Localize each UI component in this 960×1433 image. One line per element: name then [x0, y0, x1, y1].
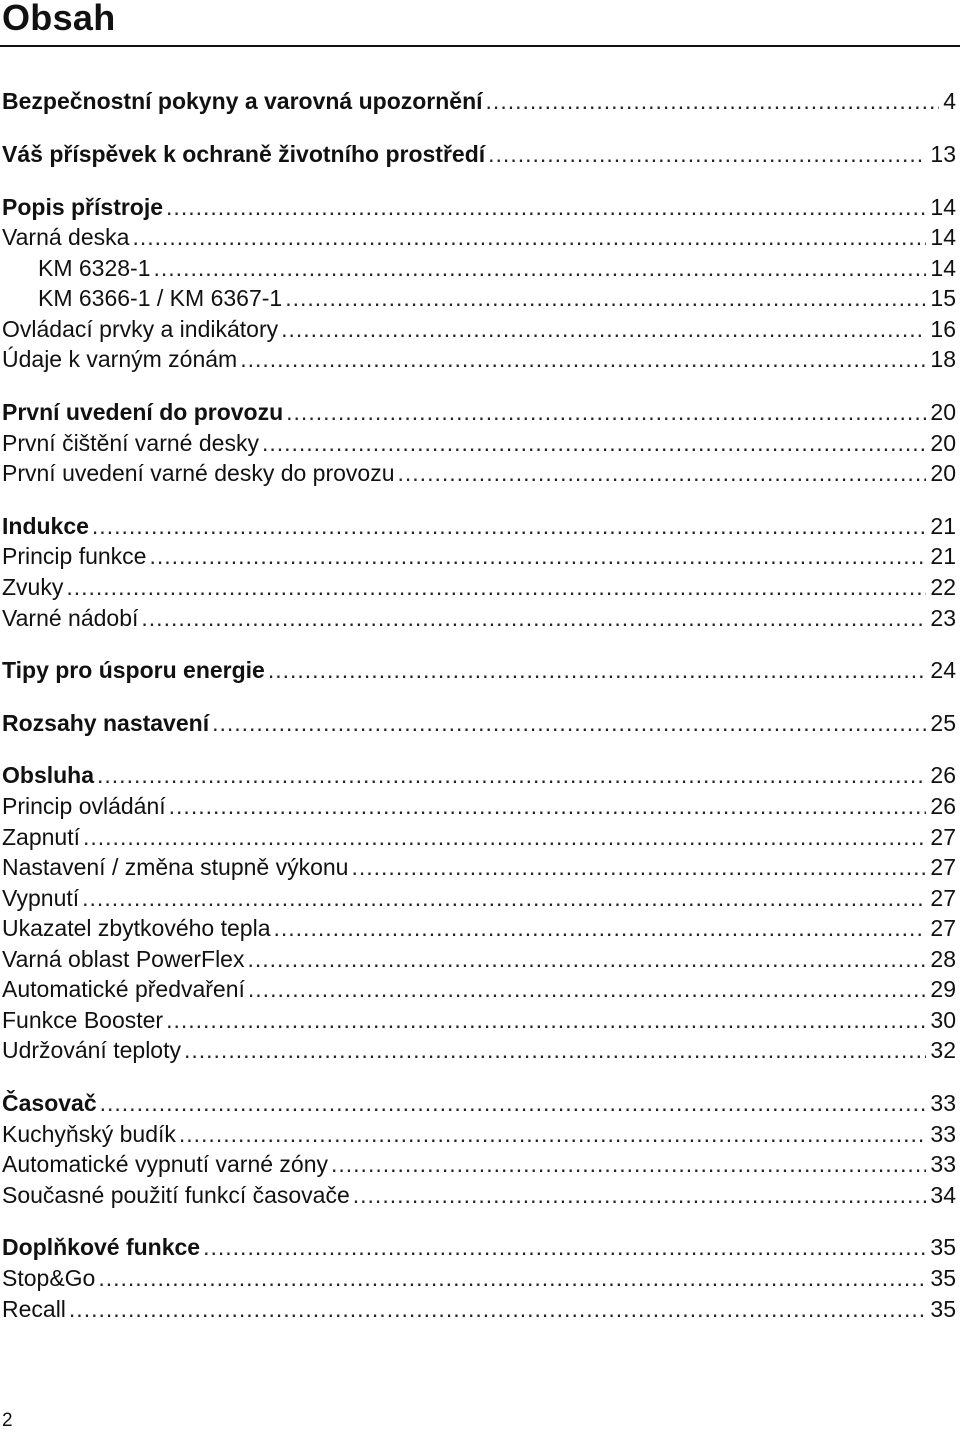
toc-entry[interactable]	[2, 1149, 956, 1179]
toc-entry-label: Varná oblast PowerFlex	[2, 946, 245, 972]
dot-leader	[331, 1149, 926, 1179]
toc-entry[interactable]	[2, 760, 956, 790]
page-title: Obsah	[2, 0, 116, 38]
toc-entry[interactable]	[2, 139, 956, 169]
toc-entry-page: 14	[930, 224, 956, 250]
toc-entry-label: První uvedení varné desky do provozu	[2, 460, 395, 486]
dot-leader	[82, 883, 926, 913]
toc-entry-page: 35	[930, 1296, 956, 1322]
toc-entry[interactable]	[2, 655, 956, 685]
toc-entry[interactable]	[2, 974, 956, 1004]
toc-entry[interactable]	[2, 428, 956, 458]
dot-leader	[240, 344, 926, 374]
toc-entry[interactable]	[2, 511, 956, 541]
toc-entry-label: Rozsahy nastavení	[2, 710, 210, 736]
dot-leader	[212, 708, 926, 738]
toc-entry-label: Doplňkové funkce	[2, 1234, 201, 1260]
toc-entry-page: 22	[930, 574, 956, 600]
toc-entry[interactable]	[2, 1232, 956, 1262]
toc-entry[interactable]	[2, 944, 956, 974]
toc-entry-page: 20	[930, 399, 956, 425]
toc-entry-page: 28	[930, 946, 956, 972]
toc-entry-label: KM 6328-1	[38, 255, 151, 281]
toc-entry[interactable]	[2, 1088, 956, 1118]
toc-entry-label: Funkce Booster	[2, 1007, 164, 1033]
toc-entry-page: 27	[930, 885, 956, 911]
toc-entry-label: Udržování teploty	[2, 1037, 181, 1063]
toc-entry[interactable]	[2, 541, 956, 571]
dot-leader	[83, 822, 926, 852]
toc-entry[interactable]	[2, 852, 956, 882]
dot-leader	[166, 192, 926, 222]
dot-leader	[166, 1005, 926, 1035]
dot-leader	[97, 760, 926, 790]
toc-entry[interactable]	[2, 1263, 956, 1293]
dot-leader	[488, 139, 926, 169]
toc-entry-page: 30	[930, 1007, 956, 1033]
toc-entry[interactable]	[2, 86, 956, 116]
dot-leader	[247, 944, 926, 974]
toc-entry-page: 21	[930, 543, 956, 569]
dot-leader	[154, 253, 927, 283]
dot-leader	[100, 1088, 927, 1118]
title-divider	[0, 45, 960, 47]
dot-leader	[274, 913, 927, 943]
toc-entry-label: Nastavení / změna stupně výkonu	[2, 854, 349, 880]
toc-entry-label: Stop&Go	[2, 1265, 96, 1291]
dot-leader	[184, 1035, 926, 1065]
toc-entry-label: Obsluha	[2, 762, 95, 788]
toc-entry[interactable]	[2, 572, 956, 602]
dot-leader	[248, 974, 927, 1004]
dot-leader	[281, 314, 926, 344]
dot-leader	[169, 791, 927, 821]
toc-entry-page: 26	[930, 793, 956, 819]
dot-leader	[262, 428, 926, 458]
dot-leader	[132, 222, 926, 252]
toc-entry-page: 34	[930, 1182, 956, 1208]
toc-entry-label: Bezpečnostní pokyny a varovná upozornění	[2, 88, 483, 114]
dot-leader	[268, 655, 927, 685]
toc-entry[interactable]	[2, 708, 956, 738]
toc-entry[interactable]	[2, 192, 956, 222]
toc-entry-label: Kuchyňský budík	[2, 1121, 176, 1147]
dot-leader	[66, 572, 926, 602]
dot-leader	[98, 1263, 926, 1293]
dot-leader	[149, 541, 926, 571]
toc-entry-page: 33	[930, 1090, 956, 1116]
toc-entry-page: 29	[930, 976, 956, 1002]
toc-entry[interactable]	[2, 1119, 956, 1149]
toc-entry-page: 35	[930, 1234, 956, 1260]
toc-entry-label: První uvedení do provozu	[2, 399, 284, 425]
page-number: 2	[2, 1410, 13, 1431]
toc-entry[interactable]	[2, 344, 956, 374]
toc-entry-label: První čištění varné desky	[2, 430, 259, 456]
toc-entry-label: Vypnutí	[2, 885, 80, 911]
toc-entry[interactable]	[2, 458, 956, 488]
toc-entry-label: Údaje k varným zónám	[2, 346, 238, 372]
dot-leader	[203, 1232, 926, 1262]
dot-leader	[69, 1294, 926, 1324]
toc-entry-page: 14	[930, 194, 956, 220]
toc-entry-page: 24	[930, 657, 956, 683]
toc-entry-page: 16	[930, 316, 956, 342]
dot-leader	[353, 1180, 927, 1210]
toc-entry[interactable]	[2, 1005, 956, 1035]
toc-entry-label: Ovládací prvky a indikátory	[2, 316, 279, 342]
toc-entry[interactable]	[2, 1294, 956, 1324]
toc-entry-label: Indukce	[2, 513, 89, 539]
toc-entry-label: Popis přístroje	[2, 194, 164, 220]
toc-entry-page: 35	[930, 1265, 956, 1291]
toc-entry-label: Princip ovládání	[2, 793, 166, 819]
toc-entry-label: Recall	[2, 1296, 66, 1322]
dot-leader	[141, 603, 926, 633]
dot-leader	[351, 852, 926, 882]
toc-entry[interactable]	[2, 314, 956, 344]
toc-entry-label: Varná deska	[2, 224, 130, 250]
toc-entry-page: 21	[930, 513, 956, 539]
toc-entry-label: Časovač	[2, 1090, 97, 1116]
toc-entry-page: 27	[930, 854, 956, 880]
toc-entry[interactable]	[2, 397, 956, 427]
dot-leader	[179, 1119, 927, 1149]
dot-leader	[486, 86, 940, 116]
toc-entry[interactable]	[2, 222, 956, 252]
dot-leader	[92, 511, 926, 541]
toc-entry-label: Současné použití funkcí časovače	[2, 1182, 350, 1208]
toc-entry[interactable]	[2, 1180, 956, 1210]
toc-entry-page: 33	[930, 1151, 956, 1177]
dot-leader	[398, 458, 927, 488]
toc-entry[interactable]	[2, 603, 956, 633]
dot-leader	[286, 397, 926, 427]
toc-entry-label: Zvuky	[2, 574, 64, 600]
dot-leader	[285, 283, 926, 313]
toc-entry-label: Automatické vypnutí varné zóny	[2, 1151, 328, 1177]
toc-entry-page: 20	[930, 460, 956, 486]
toc-entry-page: 26	[930, 762, 956, 788]
toc-entry-page: 20	[930, 430, 956, 456]
toc-entry-page: 25	[930, 710, 956, 736]
toc-entry-page: 4	[943, 88, 956, 114]
toc-entry-page: 32	[930, 1037, 956, 1063]
toc-entry[interactable]	[2, 791, 956, 821]
toc-entry-label: Váš příspěvek k ochraně životního prostředí	[2, 141, 486, 167]
toc-entry-page: 27	[930, 915, 956, 941]
toc-entry-label: Zapnutí	[2, 824, 80, 850]
toc-entry[interactable]	[2, 822, 956, 852]
toc-entry-page: 13	[930, 141, 956, 167]
toc-entry[interactable]	[2, 283, 956, 313]
toc-entry[interactable]	[2, 913, 956, 943]
toc-entry-label: Tipy pro úsporu energie	[2, 657, 265, 683]
toc-entry-page: 23	[930, 605, 956, 631]
toc-entry-label: Varné nádobí	[2, 605, 139, 631]
toc-entry[interactable]	[2, 253, 956, 283]
toc-entry[interactable]	[2, 883, 956, 913]
toc-entry-label: Automatické předvaření	[2, 976, 245, 1002]
toc-entry[interactable]	[2, 1035, 956, 1065]
toc-entry-label: KM 6366-1 / KM 6367-1	[38, 285, 283, 311]
toc-entry-page: 14	[930, 255, 956, 281]
toc-entry-page: 15	[930, 285, 956, 311]
toc-entry-page: 27	[930, 824, 956, 850]
toc-entry-page: 33	[930, 1121, 956, 1147]
toc-entry-label: Ukazatel zbytkového tepla	[2, 915, 271, 941]
toc-entry-label: Princip funkce	[2, 543, 147, 569]
toc-entry-page: 18	[930, 346, 956, 372]
